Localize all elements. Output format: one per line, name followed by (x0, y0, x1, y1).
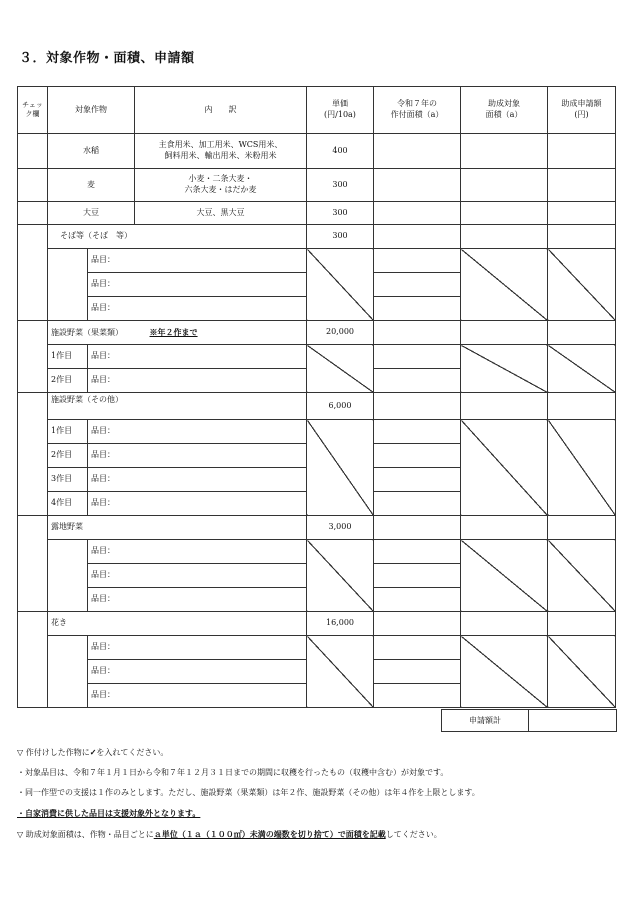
area-input[interactable] (374, 564, 461, 588)
note-check-instruction (17, 742, 617, 763)
crop-round-label: 2作目 (48, 369, 88, 393)
two-crop-limit-note: ※年２作まで (149, 326, 198, 337)
area-input[interactable] (374, 444, 461, 468)
header-crop: 対象作物 (48, 87, 135, 134)
crop-round-label: 1作目 (48, 345, 88, 369)
aid-area-input-soba[interactable] (461, 225, 548, 249)
area-input[interactable] (374, 684, 461, 708)
aid-amount-input-flowers[interactable] (548, 612, 616, 636)
item-label[interactable]: 品目： (88, 492, 307, 516)
price-flowers: 16,000 (307, 612, 374, 636)
item-label[interactable]: 品目： (88, 636, 307, 660)
item-label[interactable]: 品目： (88, 588, 307, 612)
item-label[interactable]: 品目： (88, 540, 307, 564)
aid-amount-input-wheat[interactable] (548, 169, 616, 202)
item-label[interactable]: 品目： (88, 249, 307, 273)
area-input[interactable] (374, 249, 461, 273)
aid-area-na-flowers (461, 636, 548, 708)
note-crop-limit: ・同一作型での支援は１作のみとします。ただし、施設野菜（果菜類）は年２作、施設野菜（その他）は年４作を上限とします。 (17, 788, 480, 797)
aid-area-na-greenhouse-fruit (461, 345, 548, 393)
area-input[interactable] (374, 468, 461, 492)
area-input[interactable] (374, 420, 461, 444)
area-input[interactable] (374, 492, 461, 516)
item-label[interactable]: 品目： (88, 684, 307, 708)
total-amount-input[interactable] (529, 710, 617, 732)
area-input-soy[interactable] (374, 202, 461, 225)
crop-round-label: 4作目 (48, 492, 88, 516)
price-open-field: 3,000 (307, 516, 374, 540)
check-box-greenhouse-other[interactable] (18, 393, 48, 516)
area-input[interactable] (374, 345, 461, 369)
note-area-text-a: ▽ 助成対象面積は、作物・品目ごとに (17, 830, 154, 839)
header-breakdown: 内 訳 (135, 87, 307, 134)
crop-name-greenhouse-fruit (48, 321, 307, 345)
area-input-rice[interactable] (374, 134, 461, 169)
area-input[interactable] (374, 636, 461, 660)
area-input-wheat[interactable] (374, 169, 461, 202)
price-na-greenhouse-fruit (307, 345, 374, 393)
area-input[interactable] (374, 540, 461, 564)
note-self-consumption-text: ・自家消費に供した品目は支援対象外となります。 (17, 808, 201, 818)
note-area-unit (17, 824, 617, 845)
check-box-open-field[interactable] (18, 516, 48, 612)
aid-amount-input-rice[interactable] (548, 134, 616, 169)
notes (17, 742, 617, 845)
aid-amount-input-soba[interactable] (548, 225, 616, 249)
header-planted-area: 令和７年の 作付面積（a） (374, 87, 461, 134)
aid-amount-na-greenhouse-fruit (548, 345, 616, 393)
item-label[interactable]: 品目： (88, 369, 307, 393)
note-area-text-c: してください。 (385, 830, 442, 839)
aid-amount-input-greenhouse-other[interactable] (548, 393, 616, 420)
item-label[interactable]: 品目： (88, 345, 307, 369)
note-area-text-b: ａ単位（１ａ（１００㎡）未満の端数を切り捨て）で面積を記載 (153, 829, 386, 839)
crop-name-greenhouse-other: 施設野菜（その他） (48, 393, 307, 420)
aid-amount-na-flowers (548, 636, 616, 708)
detail-soy: 大豆、黒大豆 (135, 202, 307, 225)
check-box-greenhouse-fruit[interactable] (18, 321, 48, 393)
area-input[interactable] (374, 297, 461, 321)
area-input-open-field[interactable] (374, 516, 461, 540)
detail-wheat: 小麦・二条大麦・ 六条大麦・はだか麦 (135, 169, 307, 202)
price-soba: 300 (307, 225, 374, 249)
area-input-greenhouse-other[interactable] (374, 393, 461, 420)
check-box-rice[interactable] (18, 134, 48, 169)
crop-name-wheat: 麦 (48, 169, 135, 202)
crop-name-flowers: 花き (48, 612, 307, 636)
aid-amount-input-soy[interactable] (548, 202, 616, 225)
header-check: チェック欄 (18, 87, 48, 134)
price-wheat: 300 (307, 169, 374, 202)
item-label[interactable]: 品目： (88, 273, 307, 297)
check-box-wheat[interactable] (18, 169, 48, 202)
aid-area-input-soy[interactable] (461, 202, 548, 225)
detail-rice: 主食用米、加工用米、WCS用米、 飼料用米、輸出用米、米粉用米 (135, 134, 307, 169)
crop-name-soy: 大豆 (48, 202, 135, 225)
aid-area-input-flowers[interactable] (461, 612, 548, 636)
aid-amount-na-greenhouse-other (548, 420, 616, 516)
aid-area-input-rice[interactable] (461, 134, 548, 169)
crop-round-label: 2作目 (48, 444, 88, 468)
price-na-open-field (307, 540, 374, 612)
aid-area-input-wheat[interactable] (461, 169, 548, 202)
price-rice: 400 (307, 134, 374, 169)
check-mark-icon: ✓ (89, 747, 97, 757)
crop-round-label: 3作目 (48, 468, 88, 492)
area-input-greenhouse-fruit[interactable] (374, 321, 461, 345)
greenhouse-fruit-label: 施設野菜（果菜類） (51, 327, 123, 337)
aid-amount-input-greenhouse-fruit[interactable] (548, 321, 616, 345)
crop-application-table (17, 86, 616, 708)
soba-spacer (48, 249, 88, 321)
note-check-text-b: を入れてください。 (96, 748, 169, 757)
aid-area-na-soba (461, 249, 548, 321)
note-harvest-period: ・対象品目は、令和７年１月１日から令和７年１２月３１日までの期間に収穫を行ったもの（収穫中含む）が対象です。 (17, 768, 449, 777)
area-input[interactable] (374, 588, 461, 612)
price-na-soba (307, 249, 374, 321)
flowers-spacer (48, 636, 88, 708)
total-label: 申請額計 (442, 710, 529, 732)
note-self-consumption (17, 803, 617, 824)
header-aid-area: 助成対象 面積（a） (461, 87, 548, 134)
check-box-soy[interactable] (18, 202, 48, 225)
aid-area-na-greenhouse-other (461, 420, 548, 516)
item-label[interactable]: 品目： (88, 297, 307, 321)
price-soy: 300 (307, 202, 374, 225)
header-unit-price: 単価 (円/10a) (307, 87, 374, 134)
crop-name-open-field: 露地野菜 (48, 516, 307, 540)
crop-round-label: 1作目 (48, 420, 88, 444)
item-label[interactable]: 品目： (88, 564, 307, 588)
aid-amount-na-soba (548, 249, 616, 321)
item-label[interactable]: 品目： (88, 444, 307, 468)
price-na-greenhouse-other (307, 420, 374, 516)
area-input-soba[interactable] (374, 225, 461, 249)
price-greenhouse-fruit: 20,000 (307, 321, 374, 345)
open-field-spacer (48, 540, 88, 612)
area-input-flowers[interactable] (374, 612, 461, 636)
check-box-soba[interactable] (18, 225, 48, 321)
check-box-flowers[interactable] (18, 612, 48, 708)
area-input[interactable] (374, 369, 461, 393)
note-check-text-a: ▽ 作付けした作物に (17, 748, 90, 757)
item-label[interactable]: 品目： (88, 420, 307, 444)
aid-area-na-open-field (461, 540, 548, 612)
aid-area-input-greenhouse-fruit[interactable] (461, 321, 548, 345)
section-title: ３．対象作物・面積、申請額 (19, 51, 195, 66)
aid-amount-na-open-field (548, 540, 616, 612)
header-aid-amount: 助成申請額 (円) (548, 87, 616, 134)
area-input[interactable] (374, 660, 461, 684)
price-greenhouse-other: 6,000 (307, 393, 374, 420)
item-label[interactable]: 品目： (88, 660, 307, 684)
total-table (441, 709, 617, 732)
aid-amount-input-open-field[interactable] (548, 516, 616, 540)
item-label[interactable]: 品目： (88, 468, 307, 492)
crop-name-soba: そば等（そば 等） (48, 225, 307, 249)
crop-name-rice: 水稲 (48, 134, 135, 169)
aid-area-input-greenhouse-other[interactable] (461, 393, 548, 420)
aid-area-input-open-field[interactable] (461, 516, 548, 540)
price-na-flowers (307, 636, 374, 708)
area-input[interactable] (374, 273, 461, 297)
